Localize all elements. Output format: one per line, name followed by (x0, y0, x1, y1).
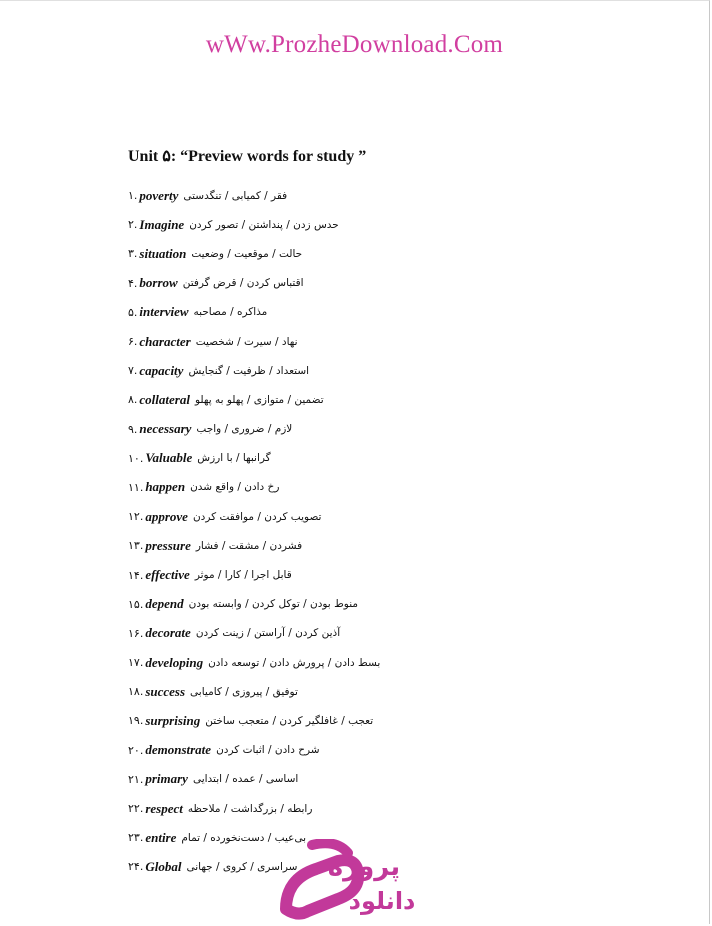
vocab-number: ۱۲. (128, 510, 144, 524)
vocab-persian-meaning: بسط دادن / پرورش دادن / توسعه دادن (208, 656, 381, 669)
vocab-row (128, 706, 380, 735)
vocab-number: ۴. (128, 276, 138, 290)
vocab-english-word: Global (145, 858, 182, 874)
vocab-row (128, 590, 380, 619)
vocab-english-word: situation (139, 245, 187, 261)
logo-text-top: پروژه (327, 852, 401, 882)
vocab-row (128, 560, 380, 589)
vocab-persian-meaning: فشردن / مشقت / فشار (195, 539, 303, 552)
vocab-english-word: developing (145, 654, 204, 670)
vocab-english-word: necessary (139, 421, 192, 437)
vocab-persian-meaning: استعداد / ظرفیت / گنجایش (188, 364, 310, 377)
vocab-persian-meaning: حالت / موقعیت / وضعیت (191, 247, 303, 260)
prozhe-download-logo (278, 839, 428, 925)
vocab-number: ۸. (128, 393, 138, 407)
vocab-english-word: poverty (139, 187, 179, 203)
vocab-row (128, 385, 380, 414)
vocab-number: ۱۳. (128, 539, 144, 553)
vocab-number: ۹. (128, 422, 138, 436)
vocab-english-word: primary (145, 771, 188, 787)
vocab-row (128, 794, 380, 823)
vocab-persian-meaning: گرانبها / با ارزش (197, 452, 271, 465)
vocab-row (128, 502, 380, 531)
site-watermark-header: wWw.ProzheDownload.Com (205, 31, 504, 58)
unit-title: Unit ۵: “Preview words for study ” (128, 148, 367, 165)
vocab-number: ۱۷. (128, 656, 144, 670)
vocab-row (128, 239, 380, 268)
vocab-row (128, 298, 380, 327)
vocab-number: ۱۵. (128, 597, 144, 611)
vocab-persian-meaning: آذین کردن / آراستن / زینت کردن (195, 627, 341, 640)
vocab-persian-meaning: اقتباس کردن / قرض گرفتن (182, 277, 304, 290)
vocab-english-word: happen (145, 479, 186, 495)
vocab-english-word: interview (139, 304, 189, 320)
vocab-persian-meaning: تعجب / غافلگیر کردن / متعجب ساختن (205, 714, 374, 727)
vocab-row (128, 210, 380, 239)
vocab-number: ۱۴. (128, 568, 144, 582)
vocab-english-word: demonstrate (145, 742, 212, 758)
vocab-persian-meaning: فقر / کمیابی / تنگدستی (183, 189, 288, 202)
vocabulary-list (128, 181, 380, 882)
vocab-persian-meaning: قابل اجرا / کارا / موثر (194, 569, 292, 582)
vocab-english-word: respect (145, 800, 183, 816)
vocab-persian-meaning: مذاکره / مصاحبه (193, 306, 268, 319)
vocab-row (128, 327, 380, 356)
vocab-persian-meaning: سراسری / کروی / جهانی (186, 860, 298, 873)
vocab-english-word: character (139, 333, 191, 349)
vocab-row (128, 356, 380, 385)
vocab-row (128, 269, 380, 298)
vocab-number: ۲۳. (128, 831, 144, 845)
vocab-number: ۱۱. (128, 480, 144, 494)
vocab-number: ۵. (128, 305, 138, 319)
vocab-row (128, 619, 380, 648)
vocab-number: ۲۰. (128, 743, 144, 757)
vocab-row (128, 444, 380, 473)
vocab-english-word: borrow (139, 275, 178, 291)
vocab-row (128, 648, 380, 677)
vocab-number: ۲۱. (128, 772, 144, 786)
vocab-number: ۱۸. (128, 685, 144, 699)
vocab-row (128, 415, 380, 444)
vocab-persian-meaning: بی‌عیب / دست‌نخورده / تمام (181, 831, 307, 844)
vocab-number: ۳. (128, 247, 138, 261)
vocab-persian-meaning: منوط بودن / توکل کردن / وابسته بودن (188, 598, 358, 611)
vocab-english-word: collateral (139, 391, 190, 407)
vocab-english-word: pressure (145, 537, 191, 553)
vocab-row (128, 531, 380, 560)
vocab-number: ۱۹. (128, 714, 144, 728)
vocab-persian-meaning: رخ دادن / واقع شدن (190, 481, 280, 494)
vocab-row (128, 181, 380, 210)
vocab-persian-meaning: حدس زدن / پنداشتن / تصور کردن (189, 218, 339, 231)
vocab-row (128, 677, 380, 706)
vocab-english-word: capacity (139, 362, 184, 378)
vocab-persian-meaning: نهاد / سیرت / شخصیت (195, 335, 298, 348)
vocab-english-word: success (145, 683, 186, 699)
vocab-persian-meaning: شرح دادن / اثبات کردن (216, 744, 320, 757)
vocab-row (128, 736, 380, 765)
vocab-english-word: approve (145, 508, 188, 524)
vocab-row (128, 473, 380, 502)
vocab-english-word: Valuable (145, 450, 193, 466)
vocab-number: ۱. (128, 189, 138, 203)
vocab-persian-meaning: رابطه / بزرگداشت / ملاحظه (187, 802, 313, 815)
logo-text-bottom: دانلود (348, 887, 416, 915)
vocab-persian-meaning: توفیق / پیروزی / کامیابی (190, 685, 298, 698)
vocab-persian-meaning: لازم / ضروری / واجب (196, 423, 293, 436)
vocab-persian-meaning: اساسی / عمده / ابتدایی (192, 773, 299, 786)
vocab-english-word: decorate (145, 625, 191, 641)
vocab-english-word: depend (145, 596, 184, 612)
vocab-number: ۲. (128, 218, 138, 232)
vocab-number: ۷. (128, 364, 138, 378)
vocab-number: ۶. (128, 335, 138, 349)
vocab-row (128, 765, 380, 794)
vocab-number: ۲۲. (128, 802, 144, 816)
vocab-persian-meaning: تصویب کردن / موافقت کردن (192, 510, 322, 523)
vocab-english-word: Imagine (139, 216, 185, 232)
vocab-english-word: entire (145, 829, 177, 845)
vocab-number: ۲۴. (128, 860, 144, 874)
vocab-persian-meaning: تضمین / متوازی / پهلو به پهلو (194, 393, 324, 406)
vocab-english-word: surprising (145, 712, 201, 728)
vocab-number: ۱۰. (128, 451, 144, 465)
vocab-english-word: effective (145, 567, 190, 583)
vocab-number: ۱۶. (128, 626, 144, 640)
